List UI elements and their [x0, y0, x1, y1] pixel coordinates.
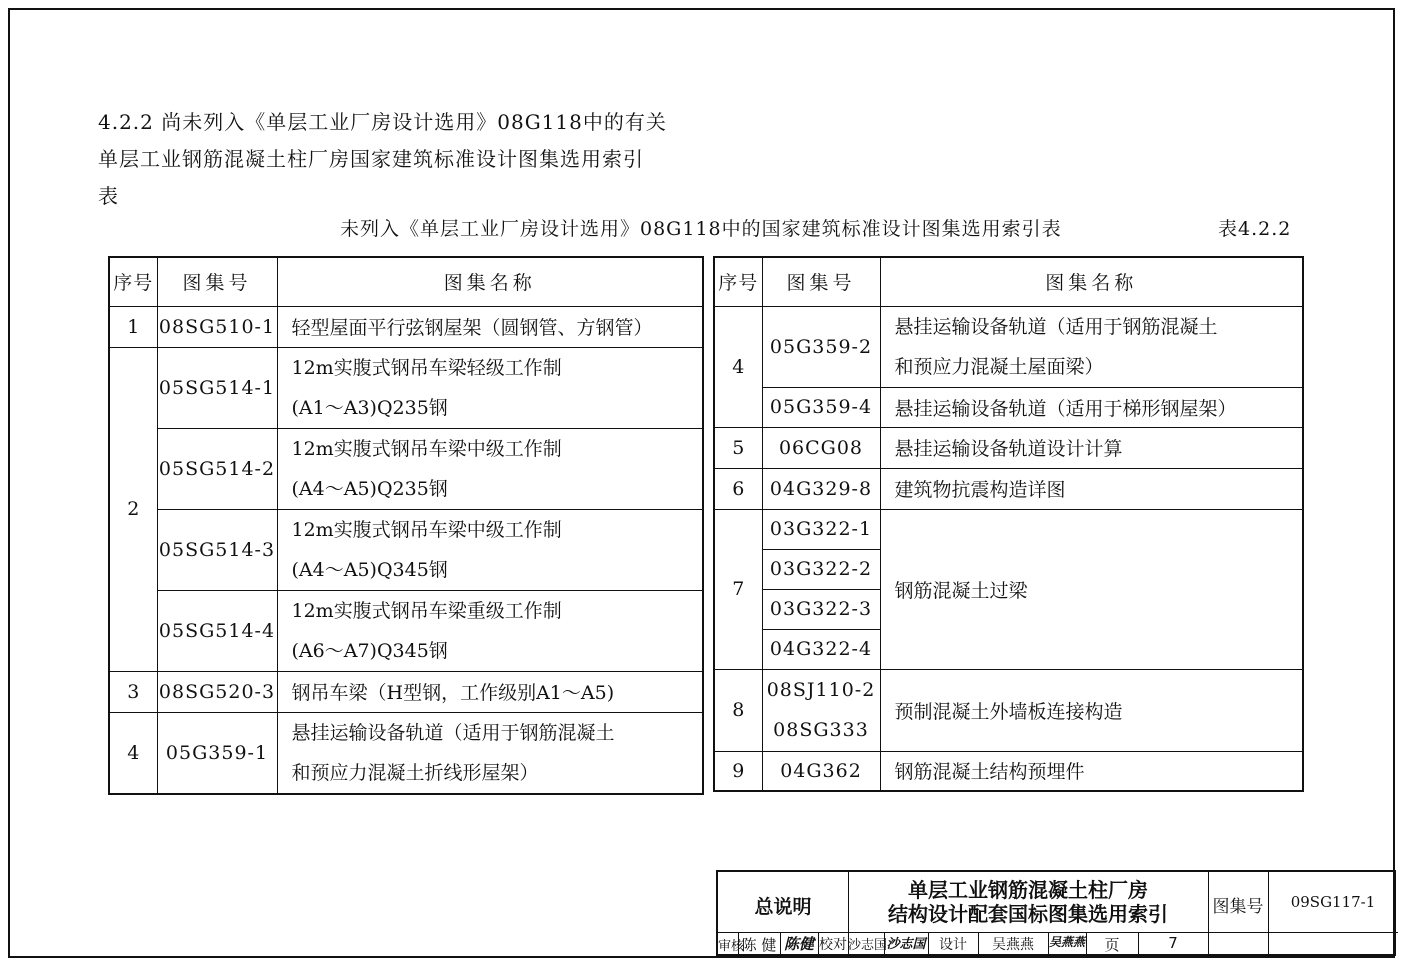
row-code: 05G359-4: [762, 387, 880, 427]
row-code: 04G322-4: [762, 629, 880, 669]
row-seq: 1: [109, 306, 157, 347]
row-code: 05SG514-4: [157, 590, 277, 671]
row-name-line-2: 和预应力混凝土屋面梁）: [894, 355, 1104, 378]
index-table-left: [108, 256, 704, 795]
row-seq: 6: [714, 468, 762, 509]
title-block: [716, 870, 1396, 956]
table-row: [109, 590, 703, 671]
table-row: [109, 712, 703, 794]
row-name: [277, 712, 703, 794]
row-seq: 4: [714, 306, 762, 427]
row-name-line-2: (A4～A5)Q345钢: [291, 558, 448, 581]
drawing-title: [848, 878, 1208, 926]
row-code: 03G322-3: [762, 589, 880, 629]
row-name: 建筑物抗震构造详图: [880, 468, 1303, 509]
drawing-title-line-2: 结构设计配套国标图集选用索引: [888, 902, 1168, 926]
row-code: 04G362: [762, 751, 880, 791]
review-label: 审核: [718, 939, 745, 954]
drawing-title-line-1: 单层工业钢筋混凝土柱厂房: [908, 878, 1148, 902]
design-label: 设计: [939, 937, 967, 953]
row-code: 05G359-2: [762, 306, 880, 387]
row-seq: 3: [109, 671, 157, 712]
table-row: [714, 751, 1303, 791]
header-code: 图集号: [157, 257, 277, 306]
row-name: [277, 428, 703, 509]
row-code: 06CG08: [762, 427, 880, 468]
page-label: 页: [1104, 936, 1120, 954]
row-seq: 2: [109, 347, 157, 671]
checker-name: 沙志国: [848, 938, 888, 953]
row-name: 悬挂运输设备轨道（适用于梯形钢屋架）: [880, 387, 1303, 427]
row-code: 05SG514-1: [157, 347, 277, 428]
table-number: 表4.2.2: [1218, 218, 1292, 240]
designer-signature: 吴燕燕: [1048, 935, 1085, 949]
table-header-row: [109, 257, 703, 306]
row-code: 03G322-1: [762, 509, 880, 549]
table-row: [109, 671, 703, 712]
row-code: 08SG510-1: [157, 306, 277, 347]
checker-signature: 沙志国: [886, 937, 926, 952]
row-name: [277, 509, 703, 590]
row-name-line-1: 悬挂运输设备轨道（适用于钢筋混凝土: [894, 315, 1218, 338]
reviewer-name: 陈 健: [741, 936, 777, 954]
index-table-right: [713, 256, 1304, 792]
table-header-row: [714, 257, 1303, 306]
table-row: [714, 387, 1303, 427]
reviewer-signature: 陈健: [783, 935, 814, 953]
row-seq: 8: [714, 669, 762, 751]
row-code: 03G322-2: [762, 549, 880, 589]
row-name-line-2: 和预应力混凝土折线形屋架）: [291, 761, 539, 784]
row-name: [277, 590, 703, 671]
heading-line-3: 表: [98, 184, 119, 208]
table-row: [109, 347, 703, 428]
table-row: [109, 509, 703, 590]
header-name: 图集名称: [277, 257, 703, 306]
section-heading: [98, 104, 698, 215]
row-name-line-2: (A6～A7)Q345钢: [291, 639, 448, 662]
row-code: 08SG520-3: [157, 671, 277, 712]
designer-name: 吴燕燕: [992, 937, 1034, 953]
heading-line-1: 4.2.2 尚未列入《单层工业厂房设计选用》08G118中的有关: [98, 110, 667, 134]
row-code: 05SG514-2: [157, 428, 277, 509]
row-code: 05SG514-3: [157, 509, 277, 590]
row-code-line-1: 08SJ110-2: [766, 679, 876, 701]
table-row: [109, 306, 703, 347]
row-name-line-1: 12m实腹式钢吊车梁轻级工作制: [291, 356, 562, 379]
row-code: [762, 669, 880, 751]
row-seq: 5: [714, 427, 762, 468]
heading-line-2: 单层工业钢筋混凝土柱厂房国家建筑标准设计图集选用索引: [98, 147, 644, 171]
atlas-label: 图集号: [1212, 897, 1264, 917]
table-caption: 未列入《单层工业厂房设计选用》08G118中的国家建筑标准设计图集选用索引表: [340, 218, 1062, 240]
row-name: [880, 306, 1303, 387]
row-seq: 7: [714, 509, 762, 669]
row-name: [277, 347, 703, 428]
row-name: 悬挂运输设备轨道设计计算: [880, 427, 1303, 468]
row-name: 轻型屋面平行弦钢屋架（圆钢管、方钢管）: [277, 306, 703, 347]
row-name: 钢筋混凝土结构预埋件: [880, 751, 1303, 791]
header-name: 图集名称: [880, 257, 1303, 306]
row-code-line-2: 08SG333: [773, 719, 869, 741]
row-code: 05G359-1: [157, 712, 277, 794]
row-name-line-1: 12m实腹式钢吊车梁重级工作制: [291, 599, 562, 622]
section-label: 总说明: [754, 896, 812, 918]
header-code: 图集号: [762, 257, 880, 306]
table-row: [714, 427, 1303, 468]
row-seq: 9: [714, 751, 762, 791]
row-name: 钢筋混凝土过梁: [880, 509, 1303, 669]
row-name-line-1: 悬挂运输设备轨道（适用于钢筋混凝土: [291, 721, 615, 744]
row-name-line-2: (A1～A3)Q235钢: [291, 396, 448, 419]
table-row: [714, 669, 1303, 751]
row-name: 预制混凝土外墙板连接构造: [880, 669, 1303, 751]
check-label: 校对: [819, 937, 847, 953]
row-name-line-1: 12m实腹式钢吊车梁中级工作制: [291, 437, 562, 460]
table-row: [714, 468, 1303, 509]
row-seq: 4: [109, 712, 157, 794]
header-seq: 序号: [714, 257, 762, 306]
row-name-line-1: 12m实腹式钢吊车梁中级工作制: [291, 518, 562, 541]
table-row: [109, 428, 703, 509]
row-name: 钢吊车梁（H型钢，工作级别A1～A5): [277, 671, 703, 712]
row-code: 04G329-8: [762, 468, 880, 509]
header-seq: 序号: [109, 257, 157, 306]
atlas-number: 09SG117-1: [1290, 893, 1376, 911]
table-row: [714, 306, 1303, 387]
row-name-line-2: (A4～A5)Q235钢: [291, 477, 448, 500]
table-row: [714, 509, 1303, 549]
page-number: 7: [1168, 934, 1178, 952]
